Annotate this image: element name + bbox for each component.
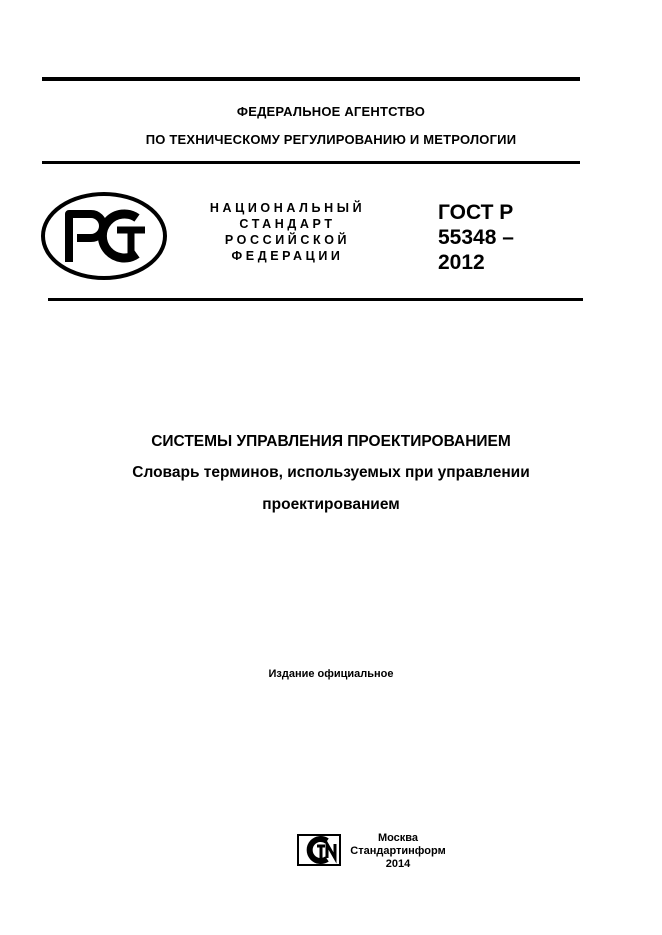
document-subtitle-line-2: проектированием: [262, 496, 400, 513]
publisher-name: Стандартинформ: [350, 845, 446, 857]
agency-line-1: ФЕДЕРАЛЬНОЕ АГЕНТСТВО: [236, 104, 426, 119]
header-rule: [42, 161, 580, 164]
national-standard-block: [200, 200, 375, 264]
rst-logo-icon: [41, 192, 167, 280]
edition-label: Издание официальное: [268, 668, 394, 680]
designation-line-2: 55348 –: [438, 226, 514, 249]
designation-line-1: ГОСТ Р: [438, 201, 514, 224]
standartinform-logo-icon: [297, 834, 341, 866]
publisher-block: [346, 832, 450, 871]
publisher-year: 2014: [385, 858, 411, 870]
document-subtitle-line-1: Словарь терминов, используемых при управлении: [132, 464, 530, 481]
logo-rule: [48, 298, 583, 301]
national-standard-line: СТАНДАРТ: [239, 217, 336, 231]
national-standard-line: РОССИЙСКОЙ: [224, 233, 351, 247]
document-title: СИСТЕМЫ УПРАВЛЕНИЯ ПРОЕКТИРОВАНИЕМ: [151, 433, 511, 450]
agency-line-2: ПО ТЕХНИЧЕСКОМУ РЕГУЛИРОВАНИЮ И МЕТРОЛОГИИ: [145, 132, 517, 147]
national-standard-line: ФЕДЕРАЦИИ: [231, 249, 344, 263]
designation-line-3: 2012: [438, 251, 485, 274]
publisher-city: Москва: [377, 832, 419, 844]
national-standard-line: НАЦИОНАЛЬНЫЙ: [209, 201, 366, 215]
standard-designation: [438, 200, 514, 275]
top-rule: [42, 77, 580, 81]
